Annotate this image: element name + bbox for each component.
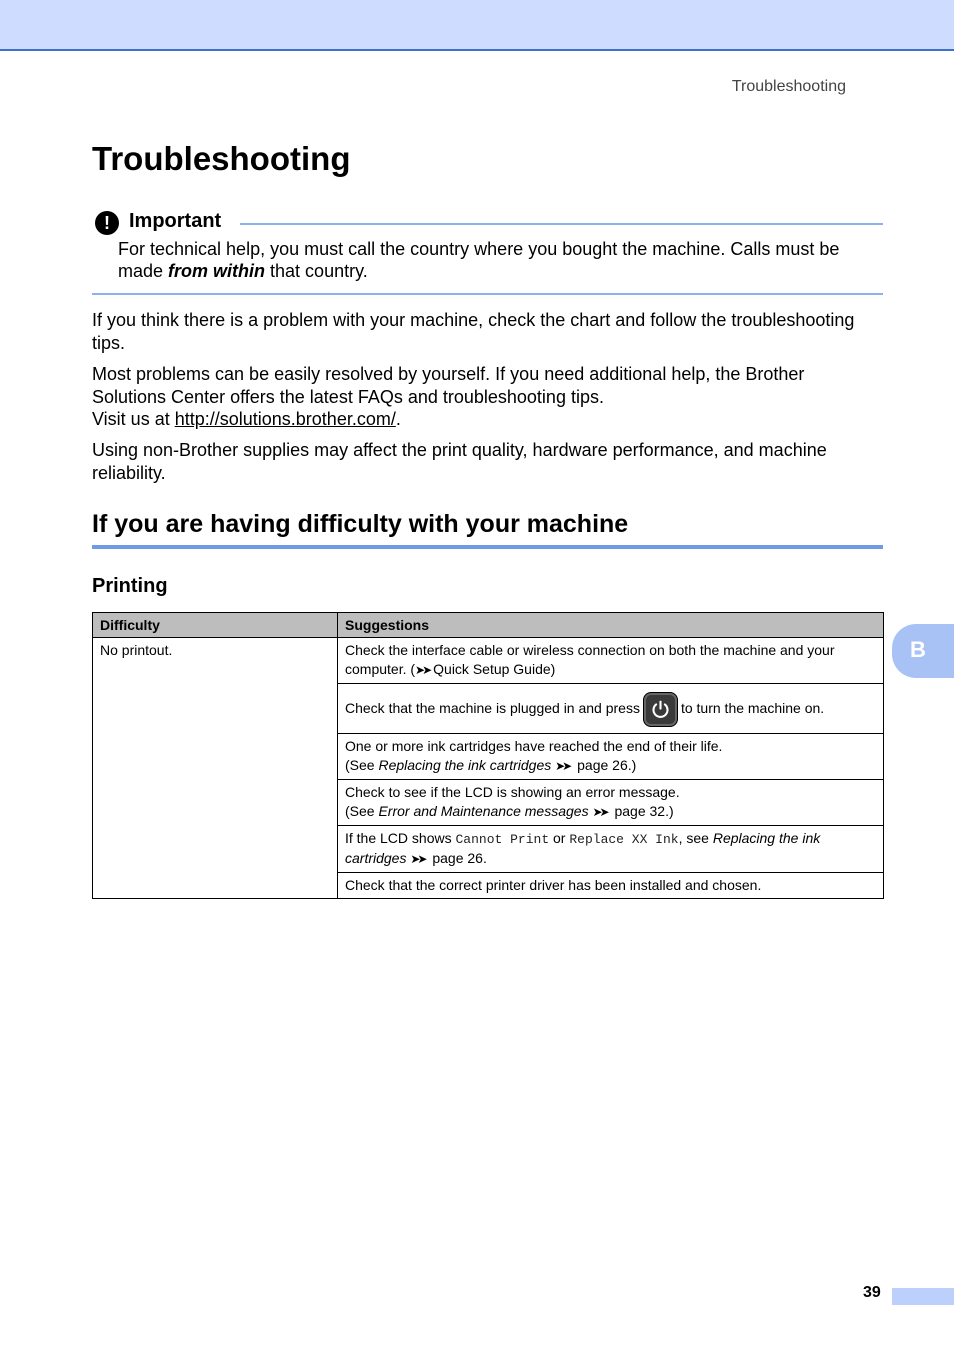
suggestion-cell: Check the interface cable or wireless connection on both the machine and your computer. (➤➤ Quick Setup Guide) [338, 638, 884, 684]
difficulty-cell: No printout. [93, 638, 338, 899]
important-bottom-rule [92, 293, 883, 295]
chapter-tab: B [892, 624, 954, 678]
arrow-icon: ➤➤ [555, 758, 570, 773]
arrow-icon: ➤➤ [592, 804, 607, 819]
cross-reference: Replacing the ink cartridges [378, 756, 552, 773]
column-header-suggestions: Suggestions [338, 613, 884, 638]
lcd-message: Replace XX Ink [569, 831, 679, 847]
cross-reference: Error and Maintenance messages [378, 802, 589, 819]
exclamation-icon: ! [95, 211, 119, 235]
suggestion-cell: One or more ink cartridges have reached the end of their life. (See Replacing the ink cartridges ➤➤ page 26.) [338, 733, 884, 779]
column-header-difficulty: Difficulty [93, 613, 338, 638]
page-title: Troubleshooting [92, 140, 351, 177]
page-number-bar [892, 1288, 954, 1305]
solutions-link[interactable]: http://solutions.brother.com/ [174, 409, 396, 429]
important-note [92, 210, 883, 282]
troubleshooting-table [92, 612, 884, 899]
cross-reference: Replacing the ink cartridges [345, 829, 821, 866]
table-header-row [93, 613, 884, 638]
important-header [92, 210, 883, 238]
arrow-icon: ➤➤ [410, 851, 425, 866]
important-label: Important [129, 210, 222, 232]
table-row [93, 638, 884, 684]
subsection-heading: Printing [92, 575, 168, 597]
lcd-message: Cannot Print [455, 831, 550, 847]
power-icon [643, 692, 678, 727]
top-band [0, 0, 954, 51]
important-emphasis: from within [168, 261, 266, 281]
intro-paragraph-2: Most problems can be easily resolved by yourself. If you need additional help, the Brother Solutions Center offers the latest FAQs and troubleshooting tips. Visit us at http://solutions.brother.com/. [92, 364, 805, 429]
suggestion-cell: Check that the correct printer driver has been installed and chosen. [338, 872, 884, 898]
suggestion-cell: Check that the machine is plugged in and press to turn the machine on. [338, 684, 884, 734]
suggestion-cell: If the LCD shows Cannot Print or Replace XX Ink, see Replacing the ink cartridges ➤➤ page 26. [338, 825, 884, 872]
important-text: For technical help, you must call the country where you bought the machine. Calls must be made from within that country. [118, 239, 840, 281]
page-number: 39 [863, 1284, 881, 1301]
intro-paragraph-1: If you think there is a problem with your machine, check the chart and follow the troubleshooting tips. [92, 310, 855, 353]
suggestion-cell: Check to see if the LCD is showing an error message. (See Error and Maintenance messages ➤➤ page 32.) [338, 779, 884, 825]
intro-paragraph-3: Using non-Brother supplies may affect the print quality, hardware performance, and machine reliability. [92, 440, 827, 483]
section-rule [92, 545, 883, 549]
arrow-icon: ➤➤ [415, 663, 430, 677]
important-rule [240, 223, 883, 225]
section-heading: If you are having difficulty with your machine [92, 510, 629, 538]
running-header: Troubleshooting [731, 78, 846, 95]
